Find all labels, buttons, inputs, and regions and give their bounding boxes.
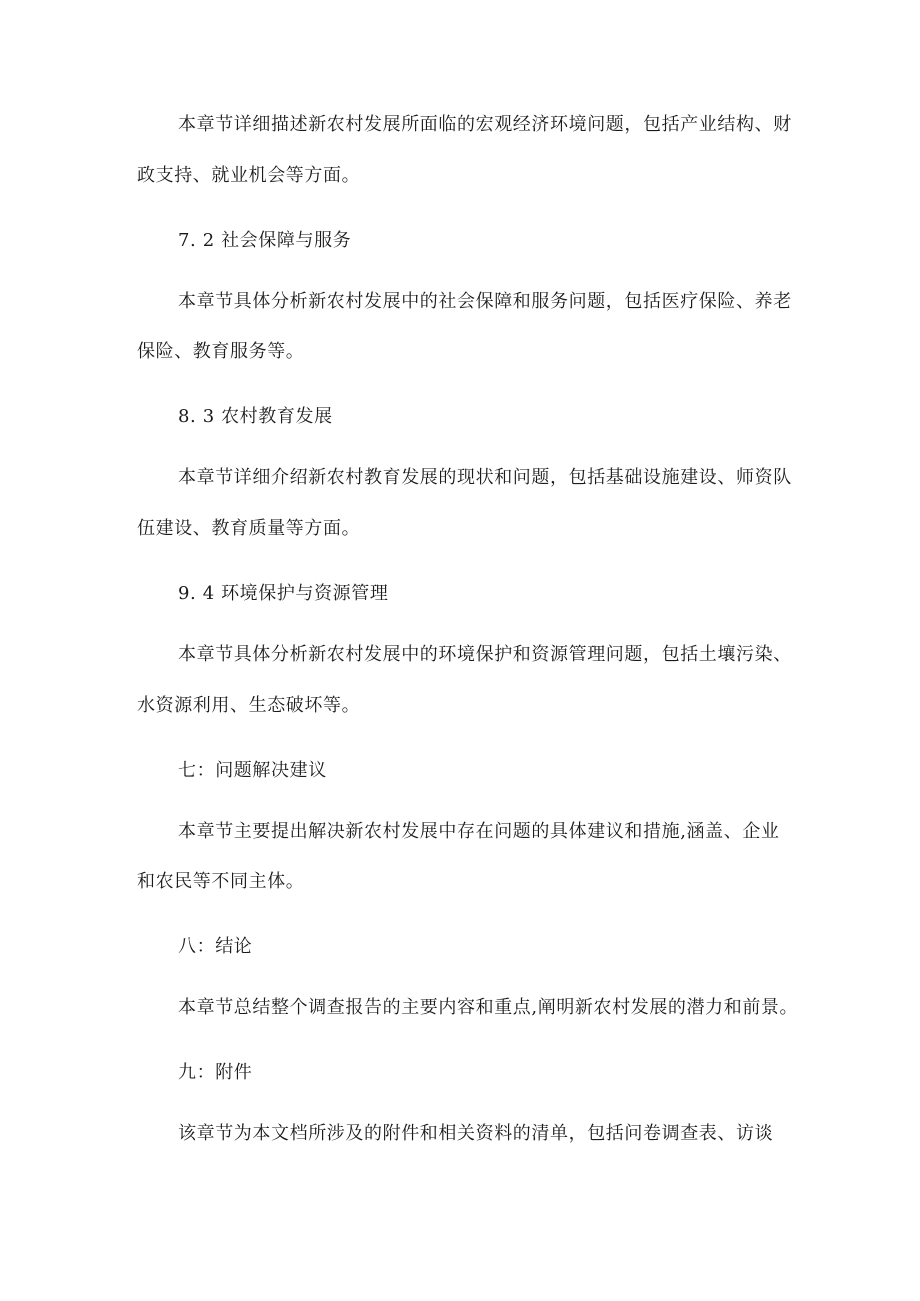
section-heading-rural-education: 8. 3 农村教育发展 [178,406,333,427]
paragraph-line: 本章节总结整个调查报告的主要内容和重点,阐明新农村发展的潜力和前景。 [178,997,799,1018]
paragraph-line: 和农民等不同主体。 [137,871,305,892]
paragraph-line: 本章节详细描述新农村发展所面临的宏观经济环境问题，包括产业结构、财 [178,114,792,135]
paragraph-line: 伍建设、教育质量等方面。 [137,518,361,539]
paragraph-line: 水资源利用、生态破坏等。 [137,695,361,716]
section-heading-social-security: 7. 2 社会保障与服务 [178,230,352,251]
paragraph-line: 本章节主要提出解决新农村发展中存在问题的具体建议和措施,涵盖、企业 [178,821,780,842]
section-heading-suggestions: 七：问题解决建议 [178,760,327,781]
paragraph-line: 保险、教育服务等。 [137,341,305,362]
paragraph-line: 本章节具体分析新农村发展中的环境保护和资源管理问题，包括土壤污染、 [178,644,792,665]
paragraph-line: 政支持、就业机会等方面。 [137,165,361,186]
section-heading-environment: 9. 4 环境保护与资源管理 [178,583,389,604]
paragraph-line: 本章节详细介绍新农村教育发展的现状和问题，包括基础设施建设、师资队 [178,467,792,488]
paragraph-line: 该章节为本文档所涉及的附件和相关资料的清单，包括问卷调查表、访谈 [178,1123,774,1144]
paragraph-line: 本章节具体分析新农村发展中的社会保障和服务问题，包括医疗保险、养老 [178,291,792,312]
section-heading-attachments: 九：附件 [178,1062,253,1083]
section-heading-conclusion: 八：结论 [178,936,253,957]
